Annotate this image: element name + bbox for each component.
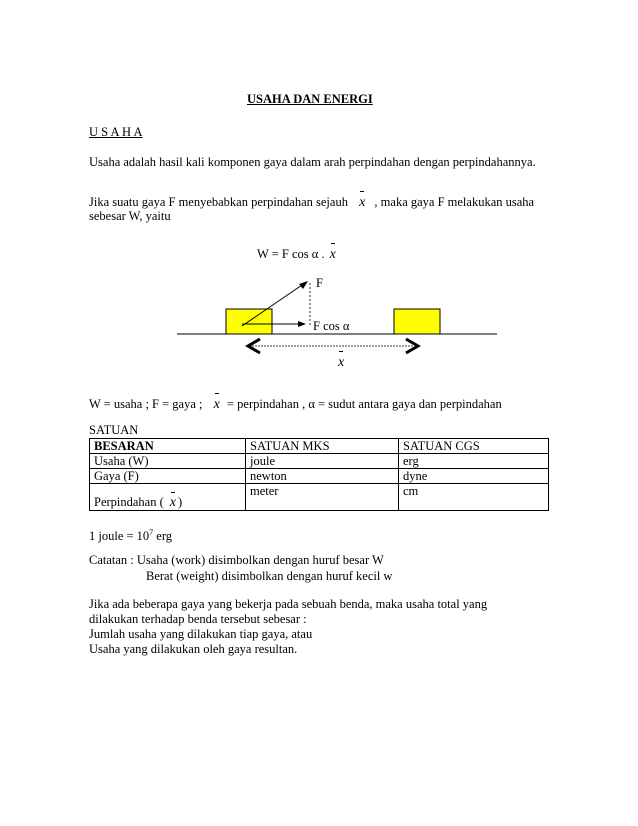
intro-text-before: Jika suatu gaya F menyebabkan perpindahan sejauh bbox=[89, 195, 348, 209]
force-vector bbox=[242, 283, 305, 326]
unit-conversion bbox=[89, 525, 172, 544]
conversion-exponent: 7 bbox=[149, 528, 154, 537]
cell-quantity: Gaya (F) bbox=[90, 469, 246, 484]
legend-part-2: = perpindahan , α = sudut antara gaya dan perpindahan bbox=[226, 397, 502, 411]
catatan-line-2: Berat (weight) disimbolkan dengan huruf kecil w bbox=[146, 569, 393, 583]
definition-text: Usaha adalah hasil kali komponen gaya dalam arah perpindahan dengan perpindahannya. bbox=[89, 155, 536, 169]
force-label: F bbox=[316, 276, 323, 290]
cell-cgs: erg bbox=[399, 454, 549, 469]
cell-cgs: dyne bbox=[399, 469, 549, 484]
legend-vector-symbol: x bbox=[213, 397, 220, 412]
displacement-label-symbol: x bbox=[338, 355, 345, 370]
cell-mks: meter bbox=[246, 484, 399, 511]
header-besaran: BESARAN bbox=[90, 439, 246, 454]
units-table-header bbox=[90, 439, 549, 454]
satuan-heading: SATUAN bbox=[89, 423, 139, 437]
intro-line-2: sebesar W, yaitu bbox=[89, 209, 171, 223]
header-cgs: SATUAN CGS bbox=[399, 439, 549, 454]
conversion-base: 1 joule = 10 bbox=[89, 529, 150, 544]
formula-text: W = F cos α . bbox=[257, 247, 325, 261]
formula-vector-symbol: x bbox=[329, 247, 336, 262]
force-diagram bbox=[0, 0, 638, 400]
cell-quantity: Usaha (W) bbox=[90, 454, 246, 469]
header-mks: SATUAN MKS bbox=[246, 439, 399, 454]
closing-line-4: Usaha yang dilakukan oleh gaya resultan. bbox=[89, 642, 298, 656]
component-label: F cos α bbox=[313, 319, 350, 333]
closing-line-1: Jika ada beberapa gaya yang bekerja pada sebuah benda, maka usaha total yang bbox=[89, 597, 488, 611]
units-table bbox=[89, 438, 549, 511]
displacement-vector-symbol: x bbox=[359, 195, 366, 210]
force-arrowhead bbox=[299, 281, 308, 289]
perpindahan-vector-symbol: x bbox=[169, 495, 176, 510]
displacement-label bbox=[338, 353, 344, 370]
table-row bbox=[90, 484, 549, 511]
intro-text-after: , maka gaya F melakukan usaha bbox=[374, 195, 535, 209]
legend-part-1: W = usaha ; F = gaya ; bbox=[89, 397, 203, 411]
table-row bbox=[90, 469, 549, 484]
component-arrowhead bbox=[298, 321, 306, 327]
conversion-unit: erg bbox=[153, 529, 173, 544]
table-row bbox=[90, 454, 549, 469]
block-final bbox=[394, 309, 440, 334]
perpindahan-label-after: ) bbox=[178, 495, 183, 509]
cell-mks: joule bbox=[246, 454, 399, 469]
closing-line-2: dilakukan terhadap benda tersebut sebesar : bbox=[89, 612, 307, 626]
page-title: USAHA DAN ENERGI bbox=[247, 92, 373, 106]
cell-cgs: cm bbox=[399, 484, 549, 511]
closing-line-3: Jumlah usaha yang dilakukan tiap gaya, atau bbox=[89, 627, 313, 641]
section-heading: U S A H A bbox=[89, 125, 143, 139]
cell-mks: newton bbox=[246, 469, 399, 484]
cell-quantity bbox=[90, 484, 246, 511]
perpindahan-label-before: Perpindahan ( bbox=[94, 495, 164, 509]
catatan-line-1: Catatan : Usaha (work) disimbolkan dengan huruf besar W bbox=[89, 553, 384, 567]
variable-legend bbox=[89, 395, 502, 412]
